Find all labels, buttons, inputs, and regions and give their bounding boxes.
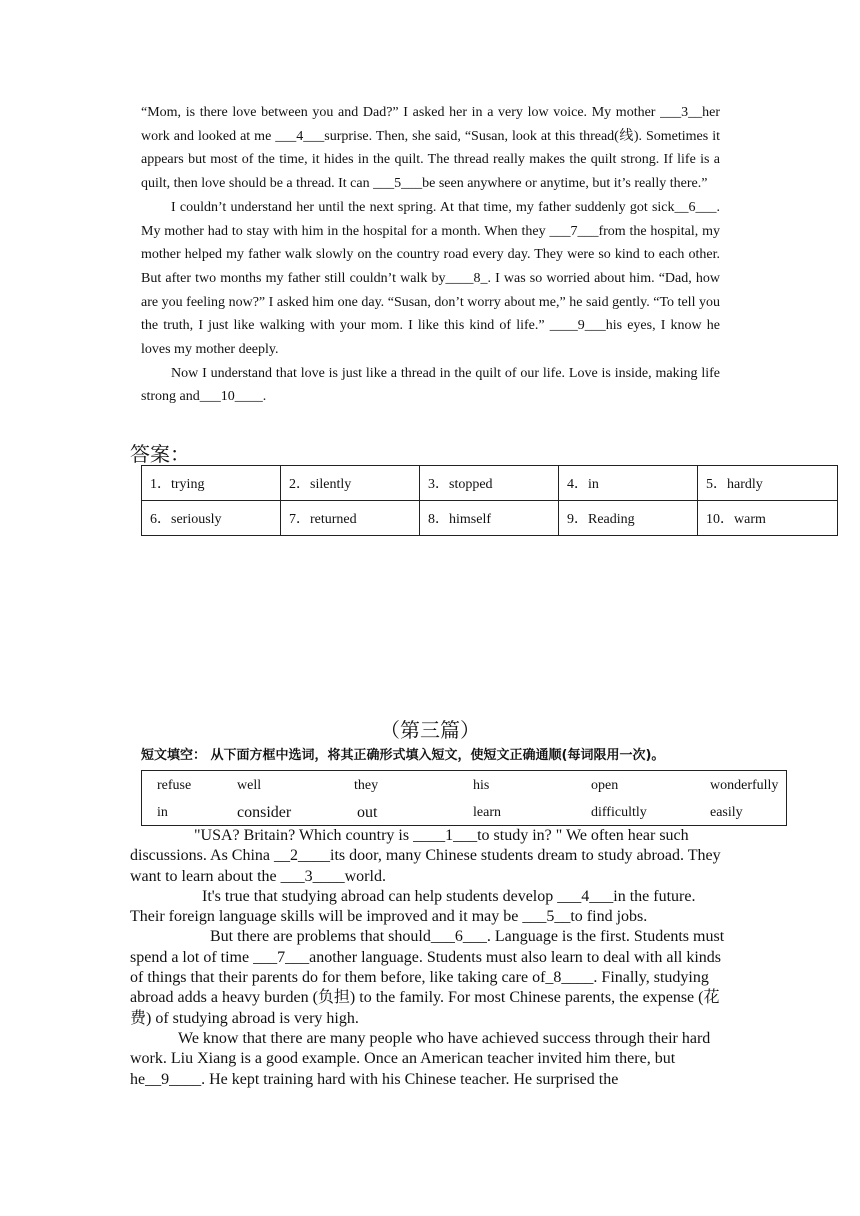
answer-cell: 5．hardly [698,466,838,501]
word-option: well [237,778,262,793]
section-title: （第三篇） [380,718,480,742]
answer-cell: 10．warm [698,501,838,536]
answer-cell: 4．in [559,466,698,501]
passage-2-paragraph: But there are problems that should___6___. Language is the first. Students must spend a lot of time ___7___another language. Students must also learn to deal with all kinds of things that their parents do for them before, like taking care of_8____. Finally, studying abroad adds a heavy burden (负担) to the family. For most Chinese parents, the expense (花费) of studying abroad is very high. [130,928,729,1027]
answer-cell: 7．returned [281,501,420,536]
word-option: difficultly [591,805,647,820]
table-row [142,466,838,501]
answer-cell: 3．stopped [420,466,559,501]
answer-cell: 1．trying [142,466,281,501]
passage-1-paragraph: Now I understand that love is just like a thread in the quilt of our life. Love is inside, making life strong and___10____. [141,365,720,405]
word-option: refuse [157,778,192,793]
passage-2-paragraph: We know that there are many people who have achieved success through their hard work. Liu Xiang is a good example. Once an American teacher invited him there, but he__9____. He kept training hard with his Chinese teacher. He surprised the [130,1029,715,1088]
answer-cell: 9．Reading [559,501,698,536]
passage-2-paragraph: It's true that studying abroad can help students develop ___4___in the future. Their foreign language skills will be improved and it may be ___5__to find jobs. [130,887,700,926]
word-option: wonderfully [710,778,779,793]
word-option: they [354,778,379,793]
passage-2 [130,826,730,1090]
answer-cell: 6．seriously [142,501,281,536]
word-option: out [357,804,378,821]
answer-label: 答案： [130,442,190,466]
passage-2-paragraph: "USA? Britain? Which country is ____1___to study in? " We often hear such discussions. As China __2____its door, many Chinese students dream to study abroad. They want to learn about the ___3____world. [130,827,725,885]
word-option: learn [473,805,501,820]
answer-cell: 8．himself [420,501,559,536]
word-option: consider [237,804,292,821]
word-option: his [473,778,490,793]
word-option: open [591,778,619,793]
word-option: easily [710,805,743,820]
table-row [142,501,838,536]
instruction: 短文填空： 从下面方框中选词，将其正确形式填入短文，使短文正确通顺(每词限用一次)。 [141,748,665,763]
word-option: in [157,805,168,820]
passage-1-paragraph: I couldn’t understand her until the next spring. At that time, my father suddenly got sick__6___. My mother had to stay with him in the hospital for a month. When they ___7___from the hospital, my mother helped my father walk slowly on the country road every day. They were so kind to each other. But after two months my father still couldn’t walk by____8_. I was so worried about him. “Dad, how are you feeling now?” I asked him one day. “Susan, don’t worry about me,” he said gently. “To tell you the truth, I just like walking with your mom. I like this kind of life.” ____9___his eyes, I know he loves my mother deeply. [141,199,720,358]
answer-cell: 2．silently [281,466,420,501]
answer-table [141,465,838,536]
passage-1-paragraph: “Mom, is there love between you and Dad?” I asked her in a very low voice. My mother ___3__her work and looked at me ___4___surprise. Then, she said, “Susan, look at this thread(线). Sometimes it appears but most of the time, it hides in the quilt. The thread really makes the quilt strong. If life is a quilt, then love should be a thread. It can ___5___be seen anywhere or anytime, but it’s really there.” [141,105,720,192]
passage-1 [141,101,720,409]
word-box [141,770,787,826]
